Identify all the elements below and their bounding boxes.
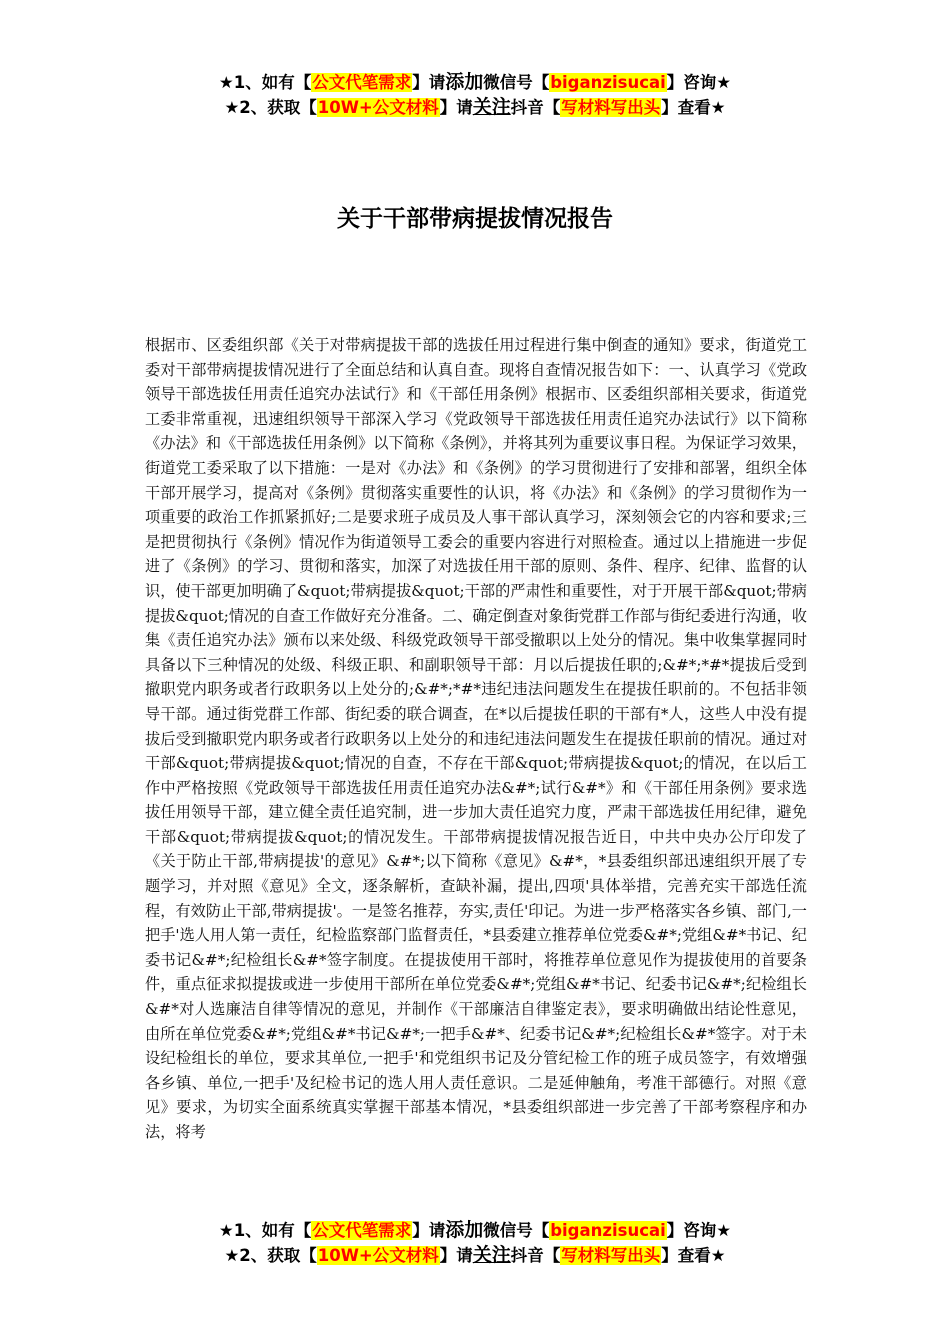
promo-highlight: 10W+公文材料: [317, 1246, 439, 1265]
promo-text: 抖音【: [510, 1246, 561, 1265]
promo-text: 抖音【: [510, 98, 561, 117]
promo-line-2: [0, 1243, 950, 1268]
promo-highlight-wechat: biganzisucai: [550, 1221, 666, 1240]
promo-emphasis: 关注: [472, 96, 511, 118]
promo-header: [0, 70, 950, 120]
promo-emphasis: 关注: [472, 1244, 511, 1266]
promo-text: 】请: [412, 73, 446, 92]
promo-text: 】咨询★: [666, 73, 732, 92]
promo-text: 】查看★: [661, 98, 726, 117]
promo-highlight: 公文代笔需求: [312, 1221, 412, 1240]
document-body: 根据市、区委组织部《关于对带病提拔干部的选拔任用过程进行集中倒查的通知》要求，街道党工委对干部带病提拔情况进行了全面总结和认真自查。现将自查情况报告如下：一、认真学习《党政领导干部选拔任用责任追究办法试行》和《干部任用条例》根据市、区委组织部相关要求，街道党工委非常重视，迅速组织领导干部深入学习《党政领导干部选拔任用责任追究办法试行》以下简称《办法》和《干部选拔任用条例》以下简称《条例》，并将其列为重要议事日程。为保证学习效果，街道党工委采取了以下措施：一是对《办法》和《条例》的学习贯彻进行了安排和部署，组织全体干部开展学习，提高对《条例》贯彻落实重要性的认识，将《办法》和《条例》的学习贯彻作为一项重要的政治工作抓紧抓好;二是要求班子成员及人事干部认真学习，深刻领会它的内容和要求;三是把贯彻执行《条例》情况作为街道领导工委会的重要内容进行对照检查。通过以上措施进一步促进了《条例》的学习、贯彻和落实，加深了对选拔任用干部的原则、条件、程序、纪律、监督的认识，使干部更加明确了&quot;带病提拔&quot;干部的严肃性和重要性，对于开展干部&quot;带病提拔&quot;情况的自查工作做好充分准备。二、确定倒查对象街党群工作部与街纪委进行沟通，收集《责任追究办法》颁布以来处级、科级党政领导干部受撤职以上处分的情况。集中收集掌握同时具备以下三种情况的处级、科级正职、和副职领导干部：月以后提拔任职的;&#*;*#*提拔后受到撤职党内职务或者行政职务以上处分的;&#*;*#*违纪违法问题发生在提拔任职前的。不包括非领导干部。通过街党群工作部、街纪委的联合调查，在*以后提拔任职的干部有*人，这些人中没有提拔后受到撤职党内职务或者行政职务以上处分的和违纪违法问题发生在提拔任职前的情况。通过对干部&quot;带病提拔&quot;情况的自查，不存在干部&quot;带病提拔&quot;的情况，在以后工作中严格按照《党政领导干部选拔任用责任追究办法&#*;试行&#*》和《干部任用条例》要求选拔任用领导干部，建立健全责任追究制，进一步加大责任追究力度，严肃干部选拔任用纪律，避免干部&quot;带病提拔&quot;的情况发生。干部带病提拔情况报告近日，中共中央办公厅印发了《关于防止干部,带病提拔'的意见》&#*;以下简称《意见》&#*，*县委组织部迅速组织开展了专题学习，并对照《意见》全文，逐条解析，查缺补漏，提出,四项'具体举措，完善充实干部选任流程，有效防止干部,带病提拔'。一是签名推荐，夯实,责任'印记。为进一步严格落实各乡镇、部门,一把手'选人用人第一责任，纪检监察部门监督责任，*县委建立推荐单位党委&#*;党组&#*书记、纪委书记&#*;纪检组长&#*签字制度。在提拔使用干部时，将推荐单位意见作为提拔使用的首要条件，重点征求拟提拔或进一步使用干部所在单位党委&#*;党组&#*书记、纪委书记&#*;纪检组长&#*对人选廉洁自律等情况的意见，并制作《干部廉洁自律鉴定表》，要求明确做出结论性意见，由所在单位党委&#*;党组&#*书记&#*;一把手&#*、纪委书记&#*;纪检组长&#*签字。对于未设纪检组长的单位，要求其单位,一把手'和党组织书记及分管纪检工作的班子成员签字，有效增强各乡镇、单位,一把手'及纪检书记的选人用人责任意识。二是延伸触角，考准干部德行。对照《意见》要求，为切实全面系统真实掌握干部基本情况，*县委组织部进一步完善了干部考察程序和办法，将考: [145, 336, 807, 1141]
promo-text: 】查看★: [661, 1246, 726, 1265]
promo-text: 微信号【: [483, 73, 550, 92]
promo-line-1: [0, 1218, 950, 1243]
promo-text: 】请: [439, 1246, 473, 1265]
promo-text: ★2、获取【: [224, 98, 317, 117]
promo-text: ★1、如有【: [218, 73, 312, 92]
promo-text: 】请: [439, 98, 473, 117]
promo-text: ★2、获取【: [224, 1246, 317, 1265]
promo-footer: [0, 1218, 950, 1268]
promo-text: 】请: [412, 1221, 446, 1240]
promo-emphasis: 添加: [445, 1219, 484, 1241]
promo-line-1: [0, 70, 950, 95]
promo-text: 】咨询★: [666, 1221, 732, 1240]
document-title: 关于干部带病提拔情况报告: [337, 206, 613, 232]
promo-text: 微信号【: [483, 1221, 550, 1240]
promo-highlight: 10W+公文材料: [317, 98, 439, 117]
promo-highlight-wechat: biganzisucai: [550, 73, 666, 92]
promo-highlight-douyin: 写材料写出头: [561, 98, 661, 117]
promo-highlight-douyin: 写材料写出头: [561, 1246, 661, 1265]
promo-emphasis: 添加: [445, 71, 484, 93]
promo-highlight: 公文代笔需求: [312, 73, 412, 92]
promo-text: ★1、如有【: [218, 1221, 312, 1240]
promo-line-2: [0, 95, 950, 120]
